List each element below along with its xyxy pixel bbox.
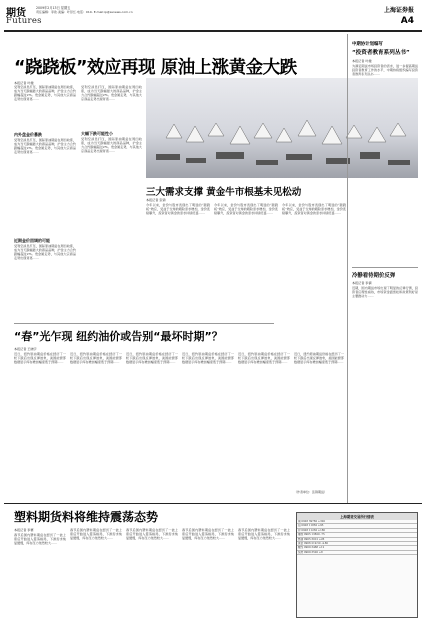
lead-headline: “跷跷板”效应再现 原油上涨黄金大跌 xyxy=(14,58,297,78)
lead-subhead-3: 大幅下跌可能性小 xyxy=(81,131,113,136)
plastic-col-5: 春节后国内塑料期货在经历了一波上涨后开始进入震荡格局，下游需求恢复缓慢，库存压力依然较大…… xyxy=(238,528,290,541)
oil-byline: 本报记者 王晓宇 xyxy=(14,347,37,351)
oil-col-3: 近日，纽约原油期货价格在经历了一轮下跌后出现反弹迹象，美国能源部数据显示库存增加幅度低于预期…… xyxy=(126,352,178,365)
plastic-col-1: 春节后国内塑料期货在经历了一波上涨后开始进入震荡格局，下游需求恢复缓慢，库存压力依然较大…… xyxy=(14,533,66,546)
plastic-byline: 本报记者 李赛 xyxy=(14,528,34,532)
right-col-rule xyxy=(347,34,348,504)
lead-subhead-1: 内外盘金价暴跌 xyxy=(14,132,42,137)
table-row: 锌 0903 11230 +180 xyxy=(297,528,417,532)
right-body-1: 为满足期货市场投资者的需求，进一步提高期货投资者教育工作的水平，中期协将组织编写投资者教育系列丛书…… xyxy=(352,64,418,77)
lead-col-1c: 受利空消息打压，国际原油期货在周四收涨，成为当天跌幅最大的商品品种，沪金主力合约跌幅超过2%。贵金属走势，与其他大宗商品走势出现背离…… xyxy=(14,244,76,261)
right-title-small: 中期协计划编写 xyxy=(352,42,383,47)
plastic-headline: 塑料期货料将维持震荡态势 xyxy=(14,510,159,524)
right-title-big: “投资者教育系列丛书” xyxy=(352,50,410,56)
lead-byline: 本报记者 叶健 xyxy=(14,81,34,85)
table-row: 燃油 0905 3012 +26 xyxy=(297,537,417,541)
lead-col-2b: 受利空消息打压，国际原油期货在周四收涨，成为当天跌幅最大的商品品种，沪金主力合约跌幅超过2%。贵金属走势，与其他大宗商品走势出现背离…… xyxy=(81,137,142,154)
table-row: 橡胶 0905 13820 -75 xyxy=(297,533,417,537)
masthead-editors: 责任编辑：李欧·美编：叶彭红·电话：010- E-mail:ip@ssnews.com.cn xyxy=(36,10,133,14)
market-table-body xyxy=(297,520,417,555)
plastic-col-2: 春节后国内塑料期货在经历了一波上涨后开始进入震荡格局，下游需求恢复缓慢，库存压力依然较大…… xyxy=(70,528,122,541)
masthead-rule xyxy=(4,30,422,32)
right-section2-title: 冷静看待期价反弹 xyxy=(352,273,396,279)
table-row: 黄金 0906 219.50 -4.80 xyxy=(297,542,417,546)
lead-col-1b: 受利空消息打压，国际原油期货在周四收涨，成为当天跌幅最大的商品品种，沪金主力合约跌幅超过2%。贵金属走势，与其他大宗商品走势出现背离…… xyxy=(14,138,76,155)
right-body-2: 近期，国内期货市场出现了明显的反弹行情，投资者应理性看待，市场资金面宽松和政策利好是主要推动力…… xyxy=(352,286,418,299)
feature-col-3: 今年以来，金价与股市表现出了明显的“跷跷板”效应，受益于全球的避险需求增加，金价连续攀升，投资者对黄金的需求持续旺盛…… xyxy=(282,203,346,216)
plastic-col-3: 春节后国内塑料期货在经历了一波上涨后开始进入震荡格局，下游需求恢复缓慢，库存压力依然较大…… xyxy=(126,528,178,541)
oil-footer-note: （作者单位：张锦期货） xyxy=(294,490,328,494)
masthead-date: 2009年2月13日 星期五 xyxy=(36,6,71,10)
table-row: 铝 0903 11850 +95 xyxy=(297,524,417,528)
paper-name: 上海证券报 xyxy=(383,7,414,14)
plastic-col-4: 春节后国内塑料期货在经历了一波上涨后开始进入震荡格局，下游需求恢复缓慢，库存压力依然较大…… xyxy=(182,528,234,541)
table-row: 线材 0909 3520 +8 xyxy=(297,550,417,554)
feature-col-1: 今年以来，金价与股市表现出了明显的“跷跷板”效应，受益于全球的避险需求增加，金价连续攀升，投资者对黄金的需求持续旺盛…… xyxy=(146,203,210,216)
lead-subhead-2: 近期金价回调的可能 xyxy=(14,238,50,243)
market-table-title: 上海期货交易所行情表 xyxy=(297,513,417,520)
market-table xyxy=(296,512,418,618)
oil-headline: “春”光乍现 纽约油价或告别“最坏时期”？ xyxy=(14,330,223,343)
lead-col-2: 受利空消息打压，国际原油期货在周四收涨，成为当天跌幅最大的商品品种，沪金主力合约跌幅超过2%。贵金属走势，与其他大宗商品走势出现背离…… xyxy=(81,85,142,102)
table-row: 螺纹 0909 3468 +12 xyxy=(297,546,417,550)
feature-headline: 三大需求支撑 黄金牛市根基未见松动 xyxy=(146,187,302,198)
right-byline: 本报记者 叶健 xyxy=(352,59,372,63)
oil-col-6: 近日，纽约原油期货价格在经历了一轮下跌后出现反弹迹象，美国能源部数据显示库存增加幅度低于预期…… xyxy=(294,352,344,365)
section-title-en: Futures xyxy=(6,16,42,26)
plastic-top-rule xyxy=(4,503,422,504)
page-number: A4 xyxy=(400,16,414,26)
feature-col-2: 今年以来，金价与股市表现出了明显的“跷跷板”效应，受益于全球的避险需求增加，金价连续攀升，投资者对黄金的需求持续旺盛…… xyxy=(214,203,278,216)
table-row: 铜 0903 39760 +320 xyxy=(297,520,417,524)
section-title-cn: 期货 xyxy=(6,8,26,19)
right-section2-byline: 本报记者 李倩 xyxy=(352,281,372,285)
oil-col-1: 近日，纽约原油期货价格在经历了一轮下跌后出现反弹迹象，美国能源部数据显示库存增加幅度低于预期…… xyxy=(14,352,66,365)
oil-col-4: 近日，纽约原油期货价格在经历了一轮下跌后出现反弹迹象，美国能源部数据显示库存增加幅度低于预期…… xyxy=(182,352,234,365)
lead-col-1: 受利空消息打压，国际原油期货在周四收涨，成为当天跌幅最大的商品品种，沪金主力合约跌幅超过2%。贵金属走势，与其他大宗商品走势出现背离…… xyxy=(14,85,76,102)
lead-divider xyxy=(14,323,274,324)
oil-col-2: 近日，纽约原油期货价格在经历了一轮下跌后出现反弹迹象，美国能源部数据显示库存增加幅度低于预期…… xyxy=(70,352,122,365)
feature-byline: 本报记者 张锦 xyxy=(146,198,166,202)
oil-col-5: 近日，纽约原油期货价格在经历了一轮下跌后出现反弹迹象，美国能源部数据显示库存增加幅度低于预期…… xyxy=(238,352,290,365)
right-section-rule xyxy=(352,267,418,268)
